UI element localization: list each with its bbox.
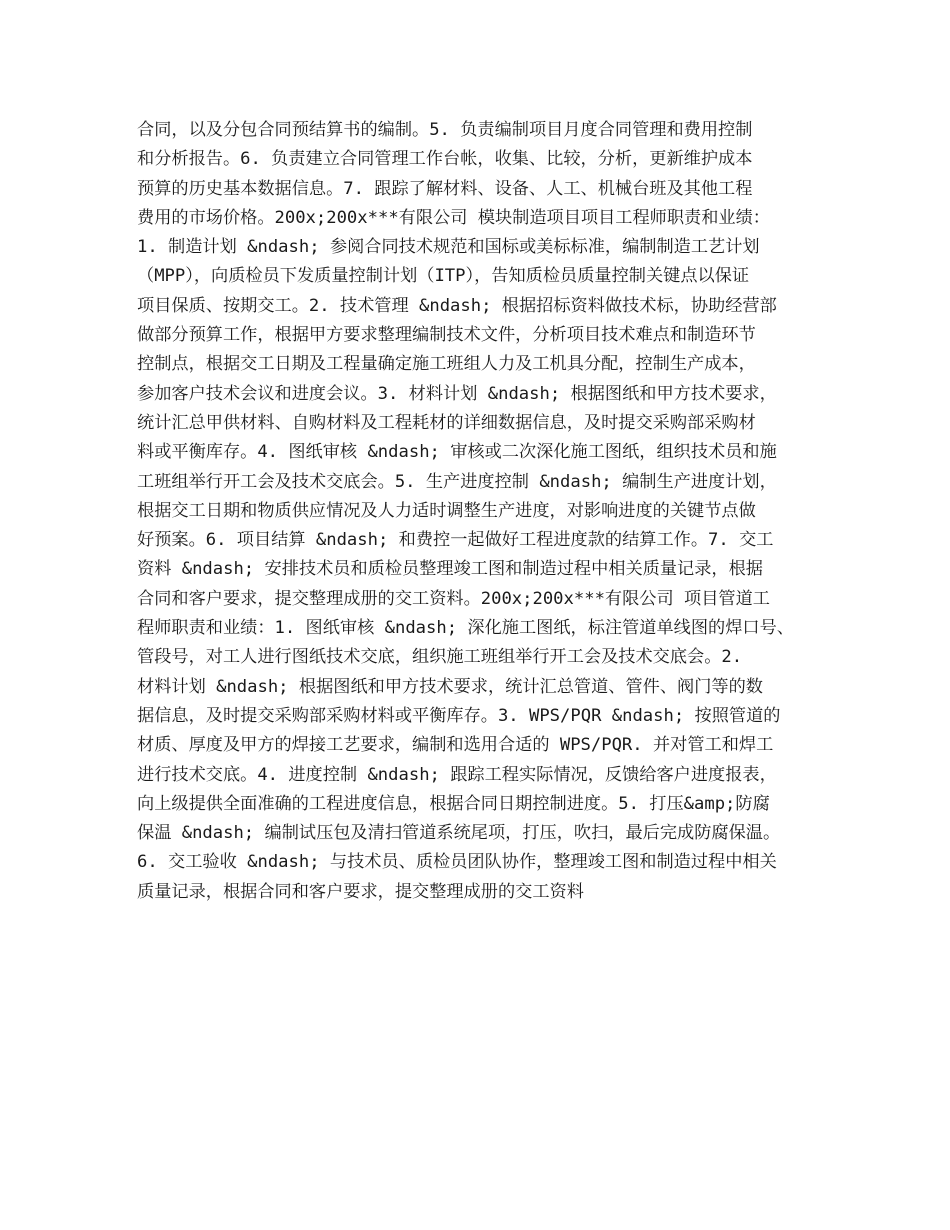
text-line: 1. 制造计划 &ndash; 参阅合同技术规范和国标或美标标准，编制制造工艺计划 (137, 237, 760, 258)
text-line: 合同和客户要求，提交整理成册的交工资料。200x;200x***有限公司 项目管道工 (137, 588, 770, 609)
text-line: 程师职责和业绩：1. 图纸审核 &ndash; 深化施工图纸，标注管道单线图的焊口号、 (137, 618, 794, 639)
text-line: 好预案。6. 项目结算 &ndash; 和费控一起做好工程进度款的结算工作。7. 交工 (137, 530, 774, 551)
text-line: （MPP），向质检员下发质量控制计划（ITP），告知质检员质量控制关键点以保证 (137, 266, 750, 287)
text-line: 进行技术交底。4. 进度控制 &ndash; 跟踪工程实际情况，反馈给客户进度报表， (137, 764, 777, 785)
text-line: 统计汇总甲供材料、自购材料及工程耗材的详细数据信息，及时提交采购部采购材 (137, 412, 756, 433)
text-line: 质量记录，根据合同和客户要求，提交整理成册的交工资料 (137, 881, 584, 902)
text-line: 材料计划 &ndash; 根据图纸和甲方技术要求，统计汇总管道、管件、阀门等的数 (137, 676, 763, 697)
text-line: 据信息，及时提交采购部采购材料或平衡库存。3. WPS/PQR &ndash; 按照管道的 (137, 705, 781, 726)
text-line: 做部分预算工作，根据甲方要求整理编制技术文件，分析项目技术难点和制造环节 (137, 325, 756, 346)
text-line: 预算的历史基本数据信息。7. 跟踪了解材料、设备、人工、机械台班及其他工程 (137, 178, 753, 199)
text-line: 项目保质、按期交工。2. 技术管理 &ndash; 根据招标资料做技术标，协助经营部 (137, 295, 777, 316)
text-line: 和分析报告。6. 负责建立合同管理工作台帐，收集、比较，分析，更新维护成本 (137, 149, 753, 170)
text-line: 参加客户技术会议和进度会议。3. 材料计划 &ndash; 根据图纸和甲方技术要求， (137, 383, 777, 404)
text-line: 工班组举行开工会及技术交底会。5. 生产进度控制 &ndash; 编制生产进度计划， (137, 471, 777, 492)
text-line: 控制点，根据交工日期及工程量确定施工班组人力及工机具分配，控制生产成本， (137, 354, 756, 375)
body-text (137, 116, 827, 907)
text-line: 向上级提供全面准确的工程进度信息，根据合同日期控制进度。5. 打压&amp;防腐 (137, 793, 770, 814)
text-line: 保温 &ndash; 编制试压包及清扫管道系统尾项，打压，吹扫，最后完成防腐保温。 (137, 823, 781, 844)
text-line: 材质、厚度及甲方的焊接工艺要求，编制和选用合适的 WPS/PQR. 并对管工和焊工 (137, 735, 774, 756)
text-line: 根据交工日期和物质供应情况及人力适时调整生产进度，对影响进度的关键节点做 (137, 500, 756, 521)
text-line: 合同，以及分包合同预结算书的编制。5. 负责编制项目月度合同管理和费用控制 (137, 120, 753, 140)
text-line: 6. 交工验收 &ndash; 与技术员、质检员团队协作，整理竣工图和制造过程中相关 (137, 852, 777, 873)
text-line: 料或平衡库存。4. 图纸审核 &ndash; 审核或二次深化施工图纸，组织技术员和施 (137, 442, 777, 463)
text-line: 资料 &ndash; 安排技术员和质检员整理竣工图和制造过程中相关质量记录，根据 (137, 559, 763, 580)
text-line: 管段号，对工人进行图纸技术交底，组织施工班组举行开工会及技术交底会。2. (137, 647, 743, 668)
text-line: 费用的市场价格。200x;200x***有限公司 模块制造项目项目工程师职责和业绩： (137, 207, 770, 228)
